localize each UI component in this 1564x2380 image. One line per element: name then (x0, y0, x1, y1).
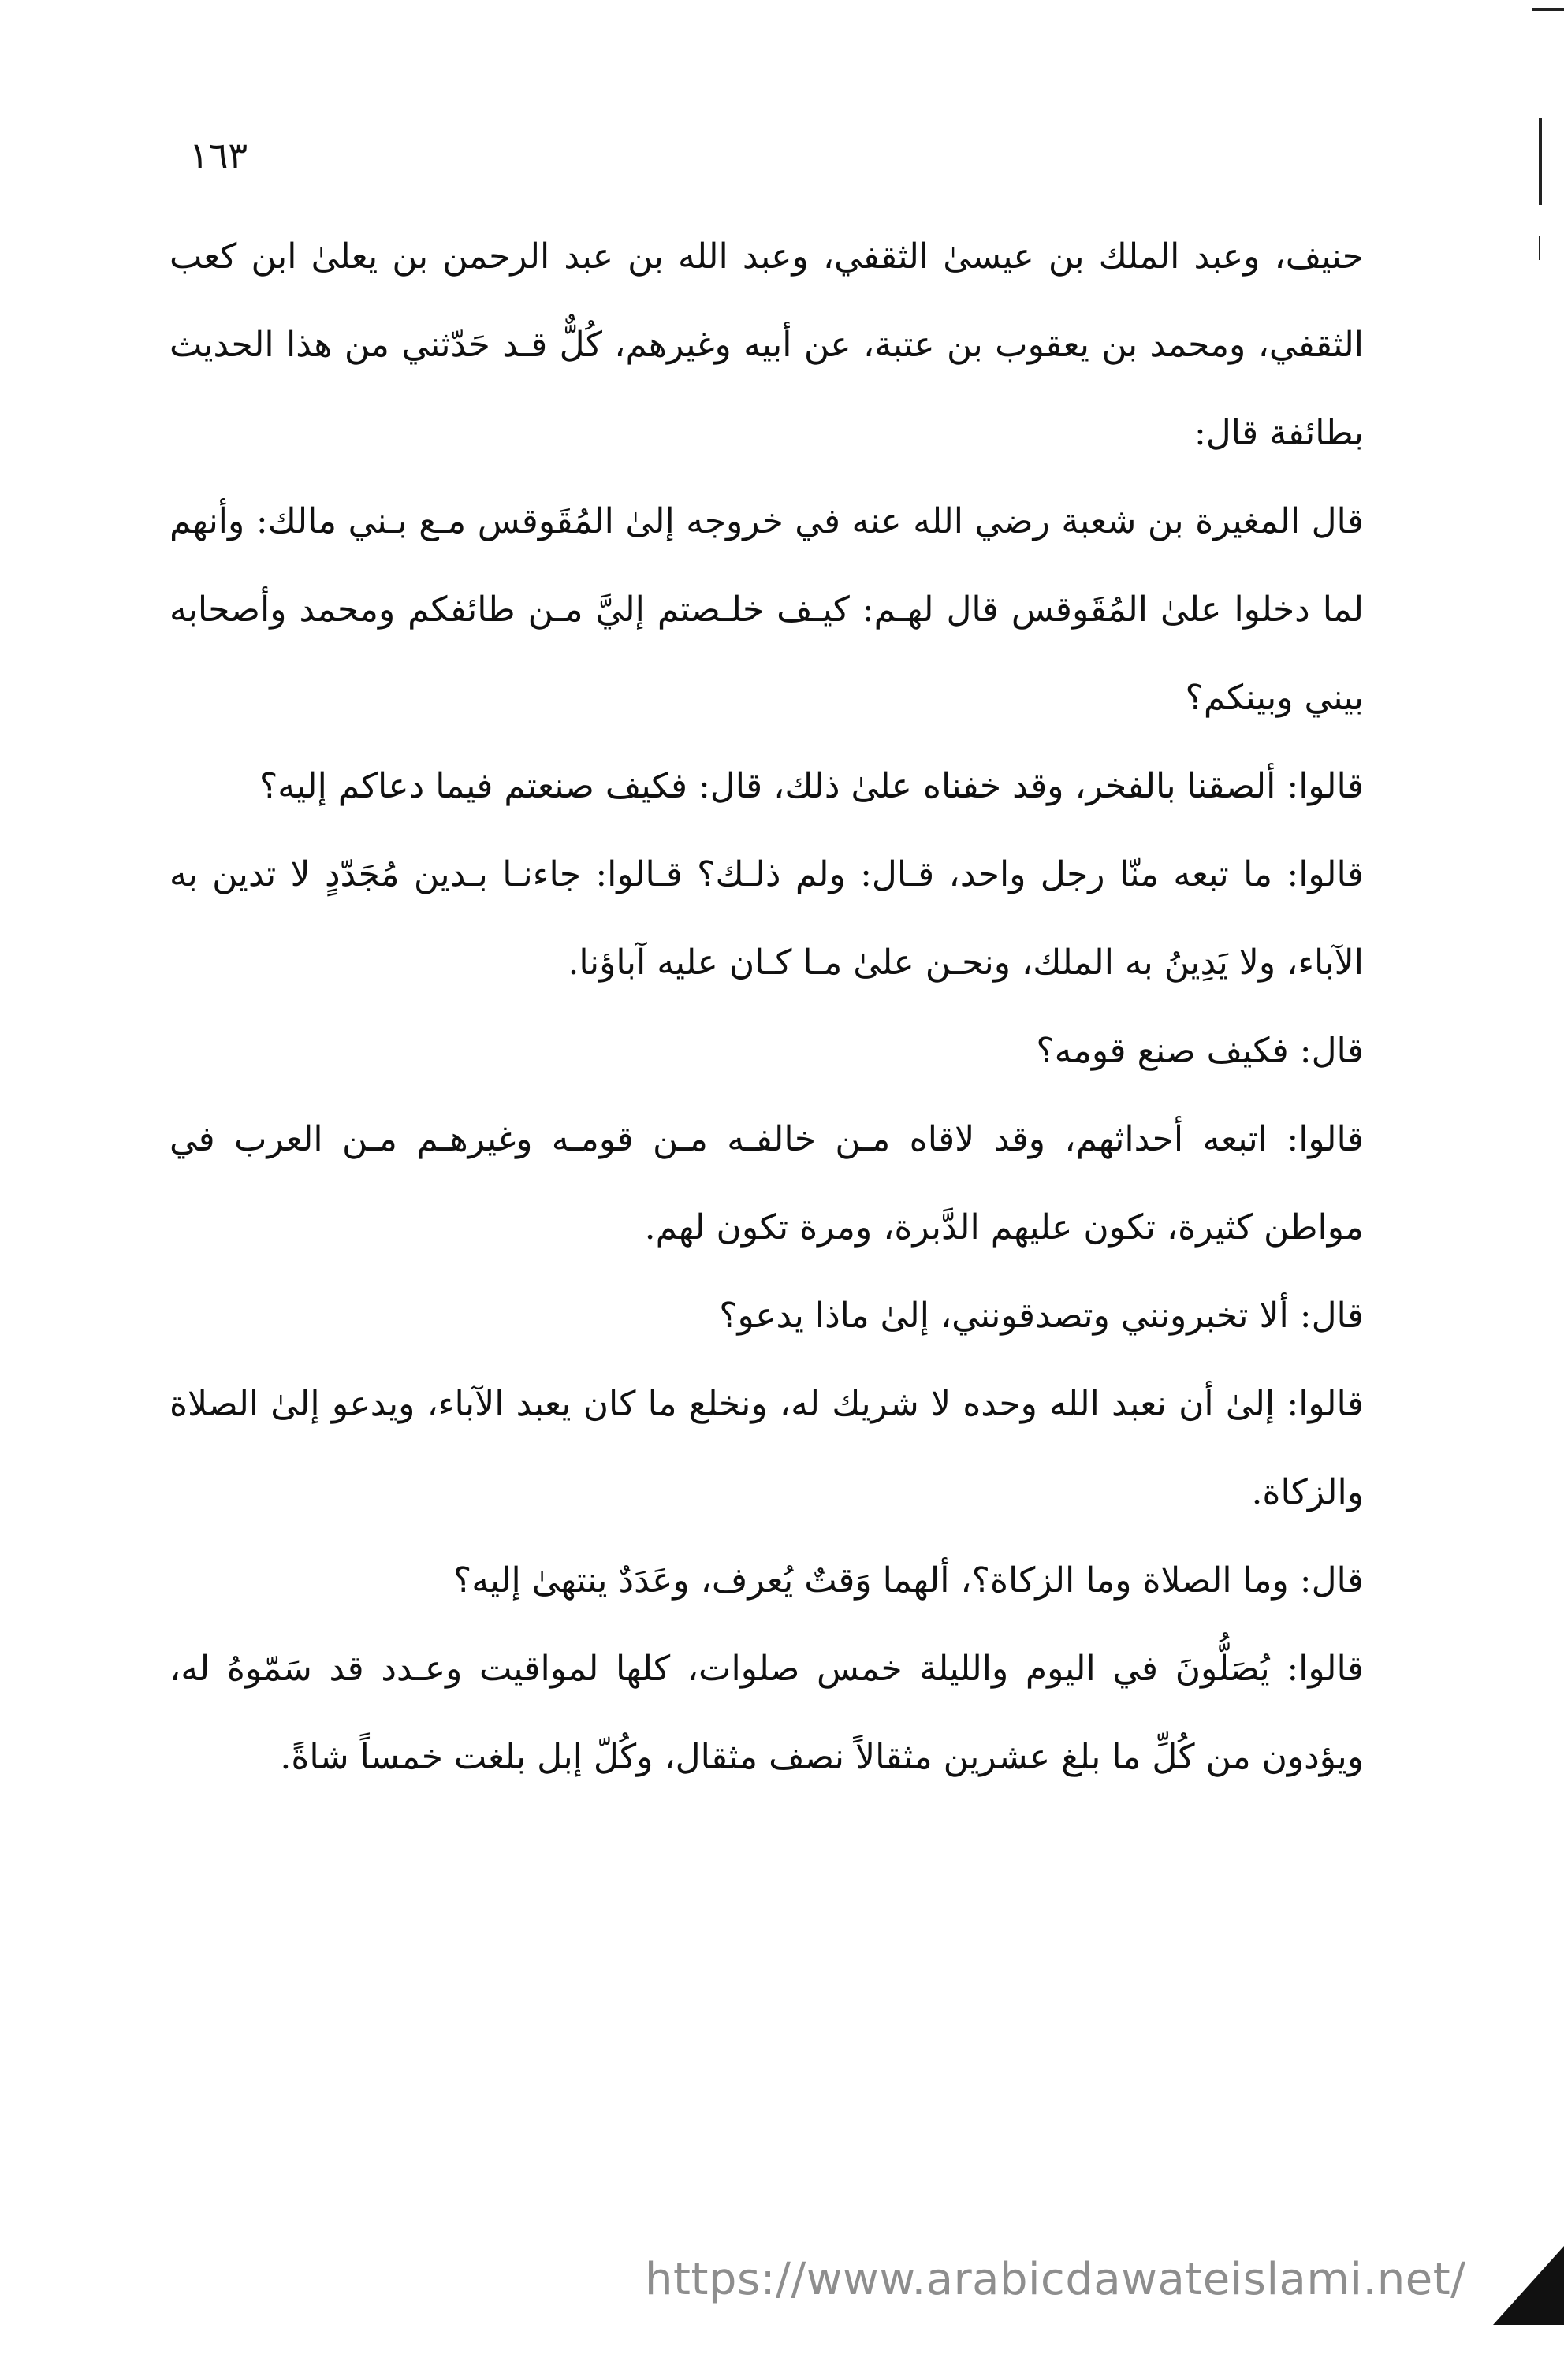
paragraph: قال: وما الصلاة وما الزكاة؟، ألهما وَقتٌ يُعرف، وعَدَدٌ ينتهىٰ إليه؟ (452, 1560, 1364, 1601)
source-url-watermark: https://www.arabicdawateislami.net/ (645, 2254, 1466, 2305)
paragraph: قالوا: اتبعه أحداثهم، وقد لاقاه مـن خالفـه مـن قومـه وغيرهـم مـن العرب في مواطن كثيرة، تكون عليهم الدَّبرة، ومرة تكون لهم. (169, 1119, 1364, 1248)
paragraph: قال: ألا تخبرونني وتصدقونني، إلىٰ ماذا يدعو؟ (719, 1296, 1364, 1336)
paragraph: قالوا: يُصَلُّونَ في اليوم والليلة خمس صلوات، كلها لمواقيت وعـدد قد سَمّوهُ له، ويؤدون من كُلِّ ما بلغ عشرين مثقالاً نصف مثقال، وكُلّ إبل بلغت خمساً شاةً. (169, 1649, 1364, 1777)
paragraph: قالوا: ما تبعه منّا رجل واحد، قـال: ولم ذلـك؟ قـالوا: جاءنـا بـدين مُجَدّدٍ لا تدين به الآباء، ولا يَدِينُ به الملك، ونحـن علىٰ مـا كـان عليه آباؤنا. (169, 854, 1365, 983)
page-number: ١٦٣ (189, 134, 248, 177)
scan-edge-mark-top (1532, 8, 1564, 11)
book-text-body (169, 213, 1364, 1802)
paragraph: قال: فكيف صنع قومه؟ (1036, 1031, 1364, 1071)
paragraph: قالوا: إلىٰ أن نعبد الله وحده لا شريك له، ونخلع ما كان يعبد الآباء، ويدعو إلىٰ الصلاة والزكاة. (169, 1384, 1364, 1512)
paragraph: قال المغيرة بن شعبة رضي الله عنه في خروجه إلىٰ المُقَوقس مـع بـني مالك: وأنهم لما دخلوا علىٰ المُقَوقس قال لهـم: كيـف خلـصتم إليَّ مـن طائفكم ومحمد وأصحابه بيني وبينكم؟ (169, 501, 1364, 718)
paragraph: قالوا: ألصقنا بالفخر، وقد خفناه علىٰ ذلك، قال: فكيف صنعتم فيما دعاكم إليه؟ (259, 766, 1364, 806)
paragraph: حنيف، وعبد الملك بن عيسىٰ الثقفي، وعبد الله بن عبد الرحمن بن يعلىٰ ابن كعب الثقفي، ومحمد بن يعقوب بن عتبة، عن أبيه وغيرهم، كُلٌّ قـد حَدّثني من هذا الحديث بطائفة قال: (169, 236, 1364, 453)
scan-edge-mark (1539, 236, 1540, 260)
page-corner-fold (1493, 2246, 1564, 2325)
scan-edge-mark (1539, 118, 1542, 205)
